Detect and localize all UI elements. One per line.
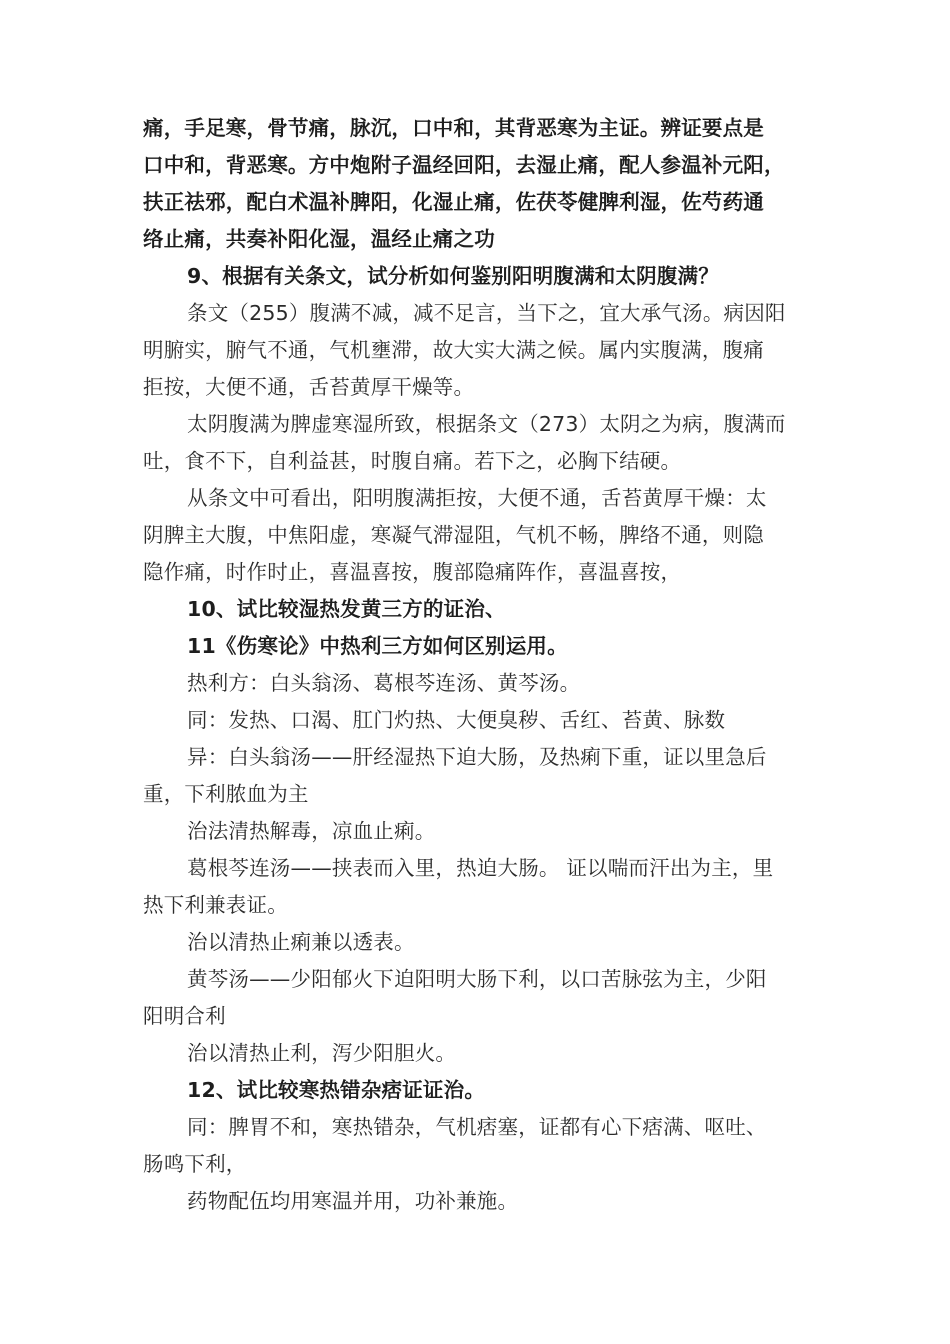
heading-line: 扶正祛邪，配白术温补脾阳，化湿止痛，佐茯苓健脾利湿，佐芍药通 <box>143 190 764 214</box>
paragraph-line: 葛根芩连汤——挟表而入里，热迫大肠。 证以喘而汗出为主，里 <box>187 856 774 880</box>
heading-line: 络止痛，共奏补阳化湿，温经止痛之功 <box>143 227 495 251</box>
heading-line: 9、根据有关条文，试分析如何鉴别阳明腹满和太阴腹满？ <box>187 264 719 288</box>
paragraph-line: 明腑实，腑气不通，气机壅滞，故大实大满之候。属内实腹满，腹痛 <box>143 338 764 362</box>
paragraph-line: 太阴腹满为脾虚寒湿所致，根据条文（273）太阴之为病，腹满而 <box>187 412 786 436</box>
paragraph-line: 隐作痛，时作时止，喜温喜按，腹部隐痛阵作，喜温喜按， <box>143 560 682 584</box>
document-body <box>143 110 820 1220</box>
paragraph-line: 同：发热、口渴、肛门灼热、大便臭秽、舌红、苔黄、脉数 <box>187 708 726 732</box>
heading-line: 12、试比较寒热错杂痞证证治。 <box>187 1078 486 1102</box>
heading-line: 10、试比较湿热发黄三方的证治、 <box>187 597 506 621</box>
heading-line: 11《伤寒论》中热利三方如何区别运用。 <box>187 634 568 658</box>
paragraph-line: 肠鸣下利， <box>143 1152 247 1176</box>
paragraph-line: 从条文中可看出，阳明腹满拒按，大便不通，舌苔黄厚干燥：太 <box>187 486 767 510</box>
paragraph-line: 条文（255）腹满不减，减不足言，当下之，宜大承气汤。病因阳 <box>187 301 786 325</box>
paragraph-line: 阳明合利 <box>143 1004 226 1028</box>
paragraph-line: 热下利兼表证。 <box>143 893 288 917</box>
paragraph-line: 同：脾胃不和，寒热错杂，气机痞塞，证都有心下痞满、呕吐、 <box>187 1115 767 1139</box>
paragraph-line: 吐，食不下，自利益甚，时腹自痛。若下之，必胸下结硬。 <box>143 449 682 473</box>
paragraph-line: 药物配伍均用寒温并用，功补兼施。 <box>187 1189 519 1213</box>
heading-line: 痛，手足寒，骨节痛，脉沉，口中和，其背恶寒为主证。辨证要点是 <box>143 116 764 140</box>
paragraph-line: 治法清热解毒，凉血止痢。 <box>187 819 436 843</box>
heading-line: 口中和，背恶寒。方中炮附子温经回阳，去湿止痛，配人参温补元阳， <box>143 153 785 177</box>
paragraph-line: 拒按，大便不通，舌苔黄厚干燥等。 <box>143 375 475 399</box>
paragraph-line: 热利方：白头翁汤、葛根芩连汤、黄芩汤。 <box>187 671 581 695</box>
paragraph-line: 治以清热止痢兼以透表。 <box>187 930 415 954</box>
paragraph-line: 重，下利脓血为主 <box>143 782 309 806</box>
paragraph-line: 黄芩汤——少阳郁火下迫阳明大肠下利，以口苦脉弦为主，少阳 <box>187 967 767 991</box>
paragraph-line: 治以清热止利，泻少阳胆火。 <box>187 1041 457 1065</box>
paragraph-line: 阴脾主大腹，中焦阳虚，寒凝气滞湿阻，气机不畅，脾络不通，则隐 <box>143 523 764 547</box>
paragraph-line: 异：白头翁汤——肝经湿热下迫大肠，及热痢下重，证以里急后 <box>187 745 767 769</box>
